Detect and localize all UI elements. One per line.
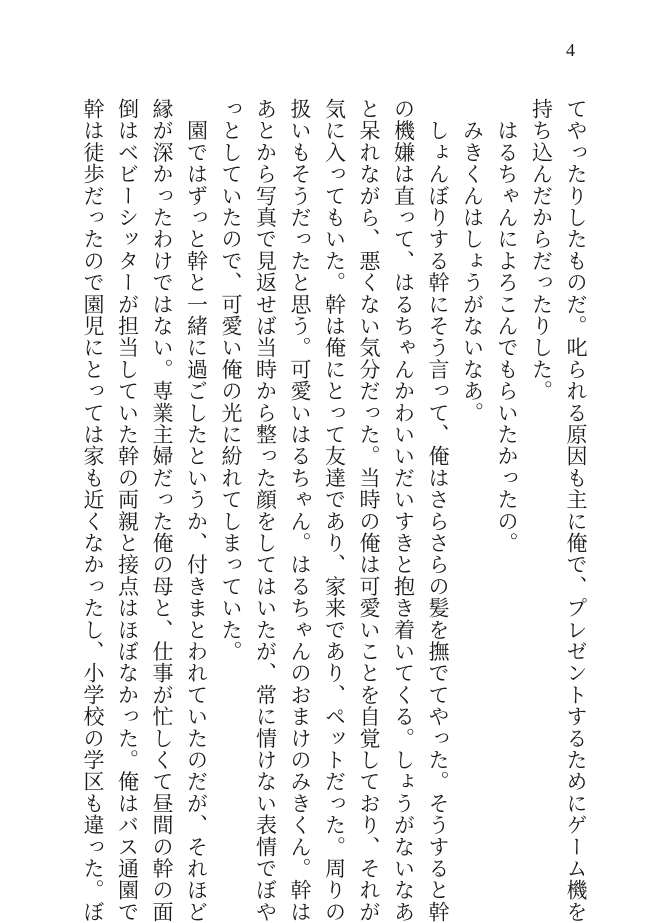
- text-line: あとから写真で見返せば当時から整った顔をしてはいたが、常に情けない表情でぼや: [253, 98, 278, 923]
- page-number: 4: [566, 40, 575, 60]
- text-line: と呆れながら、悪くない気分だった。当時の俺は可愛いことを自覚しており、それが: [357, 98, 381, 923]
- text-line: てやったりしたものだ。叱られる原因も主に俺で、プレゼントするためにゲーム機を: [564, 98, 588, 923]
- text-line: みきくんはしょうがないなあ。: [460, 98, 485, 424]
- text-line: 倒はベビーシッターが担当していた幹の両親と接点はほぼなかった。俺はバス通園で: [115, 98, 140, 923]
- text-line: はるちゃんによろこんでもらいたかったの。: [495, 98, 519, 554]
- text-line: しょんぼりする幹にそう言って、俺はさらさらの髪を撫でてやった。そうすると幹: [426, 98, 450, 923]
- body-text: [76, 98, 594, 923]
- text-line: 気に入ってもいた。幹は俺にとって友達であり、家来であり、ペットだった。周りの: [322, 98, 347, 923]
- text-line: 縁が深かったわけではない。専業主婦だった俺の母と、仕事が忙しくて昼間の幹の面: [150, 98, 174, 923]
- text-line: 持ち込んだからだったりした。: [529, 98, 554, 402]
- text-line: 園ではずっと幹と一緒に過ごしたというか、付きまとわれていたのだが、それほど: [184, 98, 209, 923]
- text-line: っとしていたので、可愛い俺の光に紛れてしまっていた。: [219, 98, 243, 663]
- text-line: 幹は徒歩だったので園児にとっては家も近くなかったし、小学校の学区も違った。ぼ: [81, 98, 105, 923]
- text-line: 扱いもそうだったと思う。可愛いはるちゃん。はるちゃんのおまけのみきくん。幹は: [288, 98, 312, 923]
- text-line: の機嫌は直って、はるちゃんかわいいだいすきと抱き着いてくる。しょうがないなあ: [391, 98, 416, 923]
